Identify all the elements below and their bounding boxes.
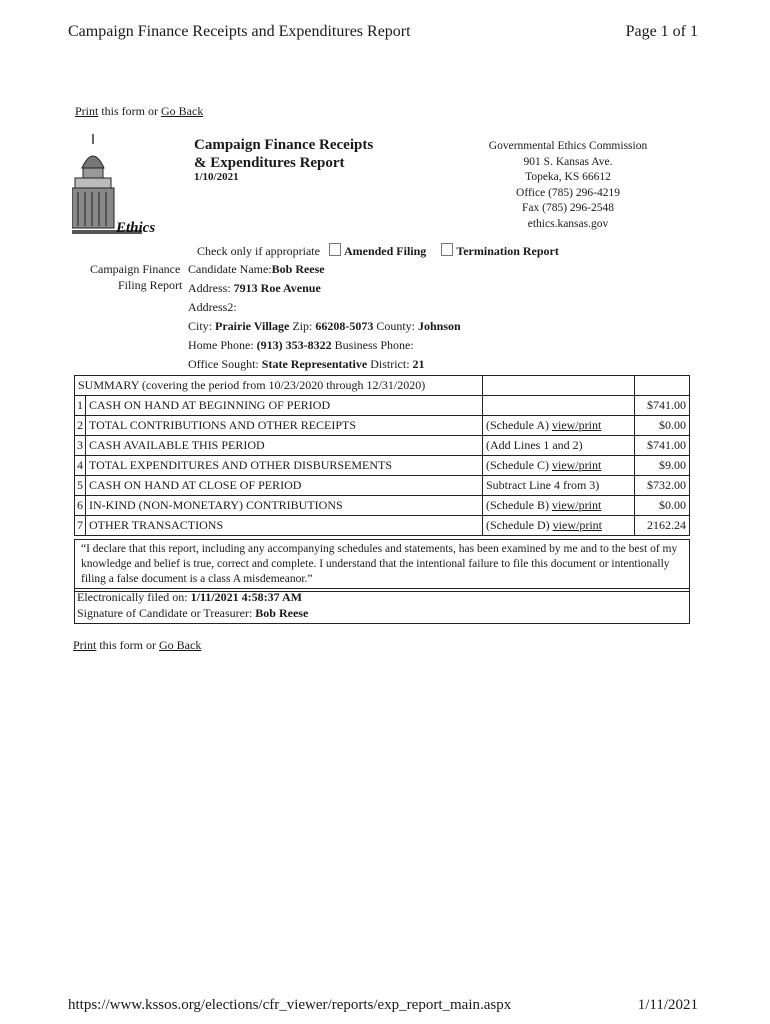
row-reference: (Schedule D) view/print	[483, 516, 635, 536]
agency-name: Governmental Ethics Commission	[488, 140, 648, 152]
address2-label: Address2:	[188, 300, 237, 314]
page-header-title: Campaign Finance Receipts and Expenditures Report	[68, 23, 411, 40]
phone-row	[188, 338, 414, 353]
row-reference: (Schedule C) view/print	[483, 456, 635, 476]
row-amount: $0.00	[635, 496, 690, 516]
view-print-link[interactable]: view/print	[551, 498, 602, 512]
termination-label: Termination Report	[456, 244, 559, 258]
table-row	[75, 416, 690, 436]
summary-heading-row	[75, 376, 690, 396]
row-amount: 2162.24	[635, 516, 690, 536]
city-row	[188, 319, 461, 334]
city-value: Prairie Village	[215, 319, 290, 333]
signature-row	[75, 605, 689, 621]
row-number: 7	[75, 516, 86, 536]
view-print-link[interactable]: view/print	[552, 518, 602, 532]
county-label: County:	[376, 319, 415, 333]
summary-heading-ref	[483, 376, 635, 396]
address-label: Address:	[188, 281, 231, 295]
row-number: 5	[75, 476, 86, 496]
report-date: 1/10/2021	[194, 171, 239, 183]
address2-row	[188, 300, 237, 315]
table-row	[75, 396, 690, 416]
summary-heading: SUMMARY (covering the period from 10/23/2020 through 12/31/2020)	[75, 376, 483, 396]
view-print-link[interactable]: view/print	[551, 418, 602, 432]
agency-website: ethics.kansas.gov	[527, 217, 609, 230]
candidate-name: Bob Reese	[271, 262, 325, 276]
zip-label: Zip:	[292, 319, 313, 333]
row-reference: (Add Lines 1 and 2)	[483, 436, 635, 456]
filed-value: 1/11/2021 4:58:37 AM	[190, 590, 302, 604]
side-label-2: Filing Report	[118, 278, 183, 292]
county-value: Johnson	[418, 319, 461, 333]
home-phone-value: (913) 353-8322	[256, 338, 332, 352]
go-back-link[interactable]: Go Back	[161, 104, 204, 118]
summary-table	[74, 375, 690, 536]
business-phone-label: Business Phone:	[334, 338, 414, 352]
bottom-nav	[73, 638, 201, 653]
district-label: District:	[370, 357, 410, 371]
row-amount: $732.00	[635, 476, 690, 496]
row-reference: (Schedule A) view/print	[483, 416, 635, 436]
home-phone-label: Home Phone:	[188, 338, 254, 352]
candidate-name-label: Candidate Name:	[188, 262, 272, 276]
candidate-name-row	[188, 262, 325, 277]
row-reference: (Schedule B) view/print	[483, 496, 635, 516]
row-number: 1	[75, 396, 86, 416]
row-amount: $741.00	[635, 436, 690, 456]
footer-url: https://www.kssos.org/elections/cfr_viewer/reports/exp_report_main.aspx	[68, 997, 512, 1013]
filed-label: Electronically filed on:	[77, 590, 188, 604]
table-row	[75, 496, 690, 516]
filed-row	[75, 589, 689, 605]
report-title	[194, 136, 373, 172]
signature-label: Signature of Candidate or Treasurer:	[77, 606, 253, 620]
table-row	[75, 456, 690, 476]
agency-info	[468, 139, 668, 232]
agency-street: 901 S. Kansas Ave.	[523, 155, 613, 168]
row-number: 6	[75, 496, 86, 516]
termination-checkbox[interactable]	[441, 243, 453, 256]
row-amount: $9.00	[635, 456, 690, 476]
row-label: CASH AVAILABLE THIS PERIOD	[86, 436, 483, 456]
view-print-link[interactable]: view/print	[551, 458, 602, 472]
row-reference	[483, 396, 635, 416]
row-label: CASH ON HAND AT BEGINNING OF PERIOD	[86, 396, 483, 416]
nav-text: this form or	[96, 638, 160, 652]
row-reference: Subtract Line 4 from 3)	[483, 476, 635, 496]
zip-value: 66208-5073	[315, 319, 374, 333]
go-back-link[interactable]: Go Back	[159, 638, 202, 652]
row-amount: $0.00	[635, 416, 690, 436]
logo-text: Ethics	[116, 220, 156, 236]
report-title-line-2: & Expenditures Report	[194, 155, 345, 171]
report-title-line-1: Campaign Finance Receipts	[194, 137, 374, 153]
signature-value: Bob Reese	[255, 606, 309, 620]
agency-office-phone: Office (785) 296-4219	[516, 186, 620, 199]
row-label: IN-KIND (NON-MONETARY) CONTRIBUTIONS	[86, 496, 483, 516]
row-number: 4	[75, 456, 86, 476]
row-label: OTHER TRANSACTIONS	[86, 516, 483, 536]
top-nav	[75, 104, 203, 119]
check-label: Check only if appropriate	[197, 244, 320, 258]
amended-label: Amended Filing	[343, 244, 427, 258]
city-label: City:	[188, 319, 213, 333]
summary-heading-amount	[635, 376, 690, 396]
amended-checkbox[interactable]	[329, 243, 341, 256]
row-amount: $741.00	[635, 396, 690, 416]
filing-signature-box	[74, 588, 690, 624]
declaration-text: “I declare that this report, including any accompanying schedules and statements, has been examined by me and to the best of my knowledge and belief is true, correct and complete. I understand that the intentional failure to file this document or intentionally filing a false document is a class A misdemeanor.”	[74, 539, 690, 592]
office-value: State Representative	[261, 357, 368, 371]
district-value: 21	[412, 357, 425, 371]
table-row	[75, 436, 690, 456]
table-row	[75, 516, 690, 536]
page-number: Page 1 of 1	[625, 23, 698, 40]
address-value: 7913 Roe Avenue	[233, 281, 321, 295]
row-number: 3	[75, 436, 86, 456]
nav-text: this form or	[98, 104, 162, 118]
footer-date: 1/11/2021	[637, 997, 698, 1013]
row-number: 2	[75, 416, 86, 436]
agency-city: Topeka, KS 66612	[525, 171, 611, 183]
print-link[interactable]: Print	[75, 104, 99, 118]
print-link[interactable]: Print	[73, 638, 97, 652]
office-row	[188, 357, 425, 372]
row-label: CASH ON HAND AT CLOSE OF PERIOD	[86, 476, 483, 496]
agency-fax: Fax (785) 296-2548	[522, 202, 614, 214]
side-label-1: Campaign Finance	[90, 262, 181, 276]
office-label: Office Sought:	[188, 357, 259, 371]
row-label: TOTAL CONTRIBUTIONS AND OTHER RECEIPTS	[86, 416, 483, 436]
table-row	[75, 476, 690, 496]
row-label: TOTAL EXPENDITURES AND OTHER DISBURSEMENTS	[86, 456, 483, 476]
capitol-logo	[72, 130, 184, 238]
filing-type-row	[197, 243, 559, 259]
address-row	[188, 281, 321, 296]
